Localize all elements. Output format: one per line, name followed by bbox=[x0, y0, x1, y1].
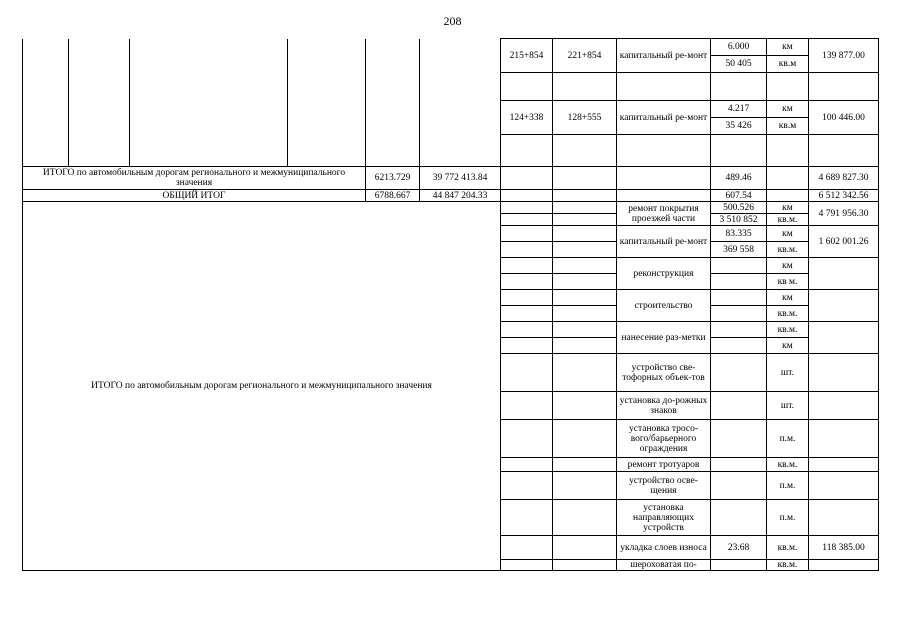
total-km: 607.54 bbox=[711, 190, 767, 202]
unit: шт. bbox=[767, 392, 809, 420]
length-km: 23.68 bbox=[711, 536, 767, 560]
area-sqm: 369 558 bbox=[711, 242, 767, 258]
unit: км bbox=[767, 338, 809, 354]
work-type: строительство bbox=[617, 290, 711, 322]
unit: кв.м. bbox=[767, 306, 809, 322]
from-km: 124+338 bbox=[501, 101, 553, 135]
area-sqm: 35 426 bbox=[711, 118, 767, 135]
total-cost: 6 512 342.56 bbox=[809, 190, 879, 202]
subtotal-length: 6213.729 bbox=[366, 167, 420, 190]
unit: км bbox=[767, 226, 809, 242]
from-km: 215+854 bbox=[501, 39, 553, 73]
work-type: установка направляющих устройств bbox=[617, 500, 711, 536]
unit: км bbox=[767, 101, 809, 118]
area-sqm: 50 405 bbox=[711, 56, 767, 73]
unit: кв.м bbox=[767, 56, 809, 73]
unit: п.м. bbox=[767, 420, 809, 458]
unit: кв м. bbox=[767, 274, 809, 290]
unit: км bbox=[767, 39, 809, 56]
unit: п.м. bbox=[767, 472, 809, 500]
work-type: капитальный ре-монт bbox=[617, 226, 711, 258]
work-type: шероховатая по- bbox=[617, 560, 711, 571]
work-type: установка тросо-вого/барьерного ограждения bbox=[617, 420, 711, 458]
total-label: ОБЩИЙ ИТОГ bbox=[23, 190, 366, 202]
length-km: 4.217 bbox=[711, 101, 767, 118]
length-km: 500.526 bbox=[711, 202, 767, 214]
work-type: устройство све-тофорных объек-тов bbox=[617, 354, 711, 392]
unit: кв.м. bbox=[767, 560, 809, 571]
unit: кв.м bbox=[767, 118, 809, 135]
total-amount: 44 847 204.33 bbox=[420, 190, 501, 202]
work-type: капитальный ре-монт bbox=[617, 39, 711, 73]
unit: кв.м. bbox=[767, 242, 809, 258]
unit: кв.м. bbox=[767, 322, 809, 338]
subtotal-label: ИТОГО по автомобильным дорогам регионального и межмуниципального значения bbox=[23, 167, 366, 190]
total-length: 6788.667 bbox=[366, 190, 420, 202]
road-works-table bbox=[22, 38, 879, 571]
subtotal-cost: 4 689 827.30 bbox=[809, 167, 879, 190]
cost: 100 446.00 bbox=[809, 101, 879, 135]
unit: п.м. bbox=[767, 500, 809, 536]
work-type: нанесение раз-метки bbox=[617, 322, 711, 354]
work-type: капитальный ре-монт bbox=[617, 101, 711, 135]
cost: 139 877.00 bbox=[809, 39, 879, 73]
work-type: ремонт покрытия проезжей части bbox=[617, 202, 711, 226]
cost: 4 791 956.30 bbox=[809, 202, 879, 226]
unit: шт. bbox=[767, 354, 809, 392]
to-km: 221+854 bbox=[553, 39, 617, 73]
to-km: 128+555 bbox=[553, 101, 617, 135]
work-type: ремонт тротуаров bbox=[617, 458, 711, 472]
subtotal-km: 489.46 bbox=[711, 167, 767, 190]
area-sqm: 3 510 852 bbox=[711, 214, 767, 226]
length-km: 83.335 bbox=[711, 226, 767, 242]
work-type: укладка слоев износа bbox=[617, 536, 711, 560]
length-km: 6.000 bbox=[711, 39, 767, 56]
work-type: устройство осве-щения bbox=[617, 472, 711, 500]
cost: 118 385.00 bbox=[809, 536, 879, 560]
work-type: установка до-рожных знаков bbox=[617, 392, 711, 420]
unit: кв.м. bbox=[767, 214, 809, 226]
unit: км bbox=[767, 202, 809, 214]
unit: кв.м. bbox=[767, 536, 809, 560]
page-number: 208 bbox=[443, 14, 462, 28]
work-type: реконструкция bbox=[617, 258, 711, 290]
unit: км bbox=[767, 290, 809, 306]
subtotal-amount: 39 772 413.84 bbox=[420, 167, 501, 190]
cost: 1 602 001.26 bbox=[809, 226, 879, 258]
unit: км bbox=[767, 258, 809, 274]
unit: кв.м. bbox=[767, 458, 809, 472]
summary-label: ИТОГО по автомобильным дорогам регионального и межмуниципального значения bbox=[23, 202, 501, 571]
